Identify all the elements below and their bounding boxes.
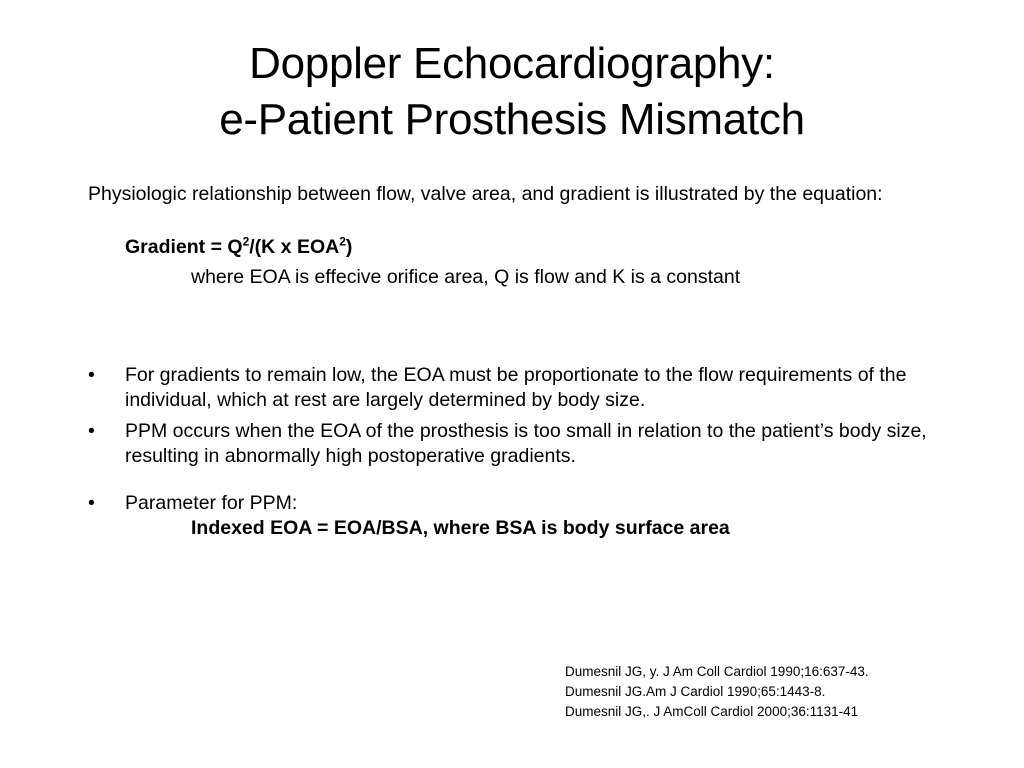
- title-line-1: Doppler Echocardiography:: [249, 39, 775, 88]
- bullet-text: Parameter for PPM:: [125, 492, 298, 514]
- intro-text: Physiologic relationship between flow, valve area, and gradient is illustrated by the equation:: [88, 183, 883, 205]
- bullet-list: [88, 363, 968, 541]
- title-line-2: e-Patient Prosthesis Mismatch: [219, 95, 805, 144]
- bullet-item: [88, 363, 968, 413]
- indexed-eoa-formula: Indexed EOA = EOA/BSA, where BSA is body surface area: [191, 517, 730, 539]
- bullet-text: PPM occurs when the EOA of the prosthesis is too small in relation to the patient’s body size, resulting in abnormally high postoperative gradients.: [125, 420, 927, 467]
- bullet-item: [88, 491, 968, 541]
- bullet-icon: •: [88, 364, 95, 386]
- equation-part-3: ): [345, 236, 353, 258]
- references: [565, 662, 869, 722]
- reference-item: Dumesnil JG,. J AmColl Cardiol 2000;36:1131-41: [565, 704, 859, 719]
- bullet-icon: •: [88, 492, 95, 514]
- equation-sup-1: 2: [242, 234, 250, 249]
- slide-title: [0, 36, 1024, 148]
- reference-item: Dumesnil JG.Am J Cardiol 1990;65:1443-8.: [565, 684, 826, 699]
- reference-item: Dumesnil JG, y. J Am Coll Cardiol 1990;16:637-43.: [565, 664, 869, 679]
- gradient-equation: [125, 235, 968, 260]
- bullet-item: [88, 419, 968, 469]
- bullet-text: For gradients to remain low, the EOA must be proportionate to the flow requirements of the individual, which at rest are largely determined by body size.: [125, 364, 907, 411]
- bullet-icon: •: [88, 420, 95, 442]
- equation-part-1: Gradient = Q: [125, 236, 243, 258]
- equation-part-2: /(K x EOA: [249, 236, 340, 258]
- equation-sup-2: 2: [339, 234, 346, 249]
- equation-definition: where EOA is effecive orifice area, Q is flow and K is a constant: [191, 266, 741, 288]
- slide-body: [88, 182, 968, 541]
